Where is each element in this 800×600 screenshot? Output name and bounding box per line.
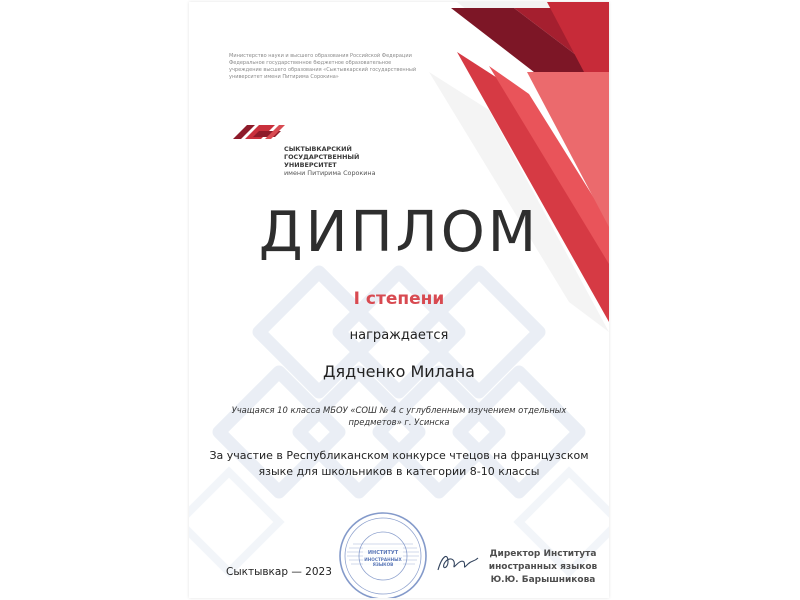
institute-stamp-icon xyxy=(337,510,429,598)
student-info-line: Учащаяся 10 класса МБОУ «СОШ № 4 с углубленным изучением отдельных xyxy=(231,405,567,415)
diploma-title: ДИПЛОМ xyxy=(258,200,540,265)
university-name xyxy=(284,145,376,177)
city-year: Сыктывкар — 2023 xyxy=(226,566,332,578)
logo-line: УНИВЕРСИТЕТ xyxy=(284,161,337,169)
svg-text:ИНСТИТУТ: ИНСТИТУТ xyxy=(367,550,399,556)
director-title-line: Директор Института xyxy=(489,549,597,559)
participation-line: языке для школьников в категории 8-10 классы xyxy=(258,465,540,478)
diploma-page xyxy=(189,2,609,598)
awarded-label: награждается xyxy=(349,328,449,343)
ministry-line: Федеральное государственное бюджетное образовательное xyxy=(229,60,392,66)
participation-text xyxy=(199,448,599,480)
ministry-header xyxy=(229,53,449,81)
svg-text:ИНОСТРАННЫХ: ИНОСТРАННЫХ xyxy=(364,557,402,562)
ministry-line: учреждение высшего образования «Сыктывкарский государственный xyxy=(229,67,417,73)
logo-line: ГОСУДАРСТВЕННЫЙ xyxy=(284,153,360,161)
svg-text:ЯЗЫКОВ: ЯЗЫКОВ xyxy=(372,562,394,567)
syktyvkar-university-logo-icon xyxy=(229,117,287,145)
ministry-line: Министерство науки и высшего образования Российской Федерации xyxy=(229,53,412,59)
logo-line: имени Питирима Сорокина xyxy=(284,169,376,177)
director-name: Ю.Ю. Барышникова xyxy=(490,575,596,585)
degree-label: I степени xyxy=(353,289,445,309)
participation-line: За участие в Республиканском конкурсе чтецов на французском xyxy=(209,449,589,462)
ministry-line: университет имени Питирима Сорокина» xyxy=(229,74,339,80)
recipient-name: Дядченко Милана xyxy=(323,362,475,381)
logo-line: СЫКТЫВКАРСКИЙ xyxy=(284,145,352,153)
director-title-line: иностранных языков xyxy=(488,562,598,572)
student-info xyxy=(229,404,569,428)
director-signature-icon xyxy=(434,550,480,574)
director-block xyxy=(483,548,603,587)
student-info-line: предметов» г. Усинска xyxy=(348,417,450,427)
